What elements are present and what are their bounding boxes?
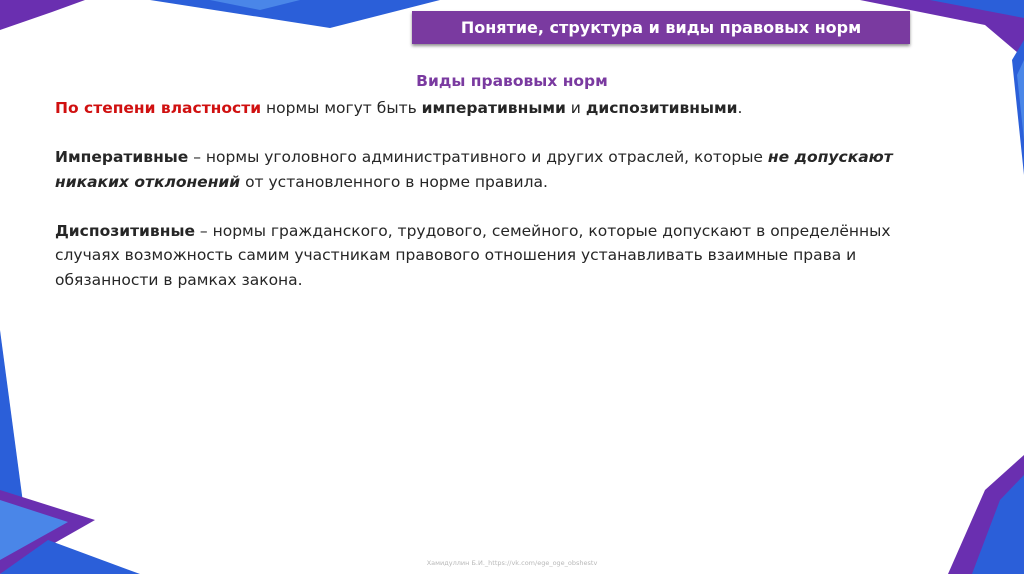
imperative-text-1: – нормы уголовного административного и других отраслей, которые [188, 148, 768, 166]
imperative-paragraph [55, 145, 973, 194]
slide-content [55, 96, 973, 292]
intro-paragraph [55, 96, 973, 121]
dispositive-line-2: случаях возможность самим участникам правового отношения устанавливать взаимные права и [55, 246, 857, 264]
imperative-text-2: от установленного в норме правила. [240, 172, 548, 191]
dispositive-paragraph [55, 219, 973, 293]
intro-text-1: нормы могут быть [261, 99, 422, 117]
imperative-emphasis-2: никаких отклонений [55, 172, 241, 191]
slide-title: Понятие, структура и виды правовых норм [412, 11, 910, 44]
dispositive-line-3: обязанности в рамках закона. [55, 270, 303, 289]
intro-text-2: и [565, 99, 586, 117]
imperative-term: Императивные [55, 148, 189, 166]
intro-lead: По степени властности [55, 99, 262, 117]
spacer [55, 194, 973, 219]
intro-term-dispositive: диспозитивными [585, 99, 738, 117]
dispositive-line-1: – нормы гражданского, трудового, семейного, которые допускают в определённых [194, 221, 891, 240]
imperative-emphasis-1: не допускают [767, 148, 893, 166]
section-subtitle: Виды правовых норм [416, 72, 608, 90]
spacer [55, 121, 973, 146]
deco-top-blue-band [150, 0, 440, 28]
deco-left-blue [0, 330, 24, 510]
intro-term-imperative: императивными [421, 99, 566, 117]
deco-top-left-purple [0, 0, 85, 30]
intro-text-3: . [737, 99, 743, 117]
footer-credit: Хамидуллин Б.И._https://vk.com/ege_oge_obshestv [426, 559, 598, 567]
dispositive-term: Диспозитивные [55, 221, 195, 240]
